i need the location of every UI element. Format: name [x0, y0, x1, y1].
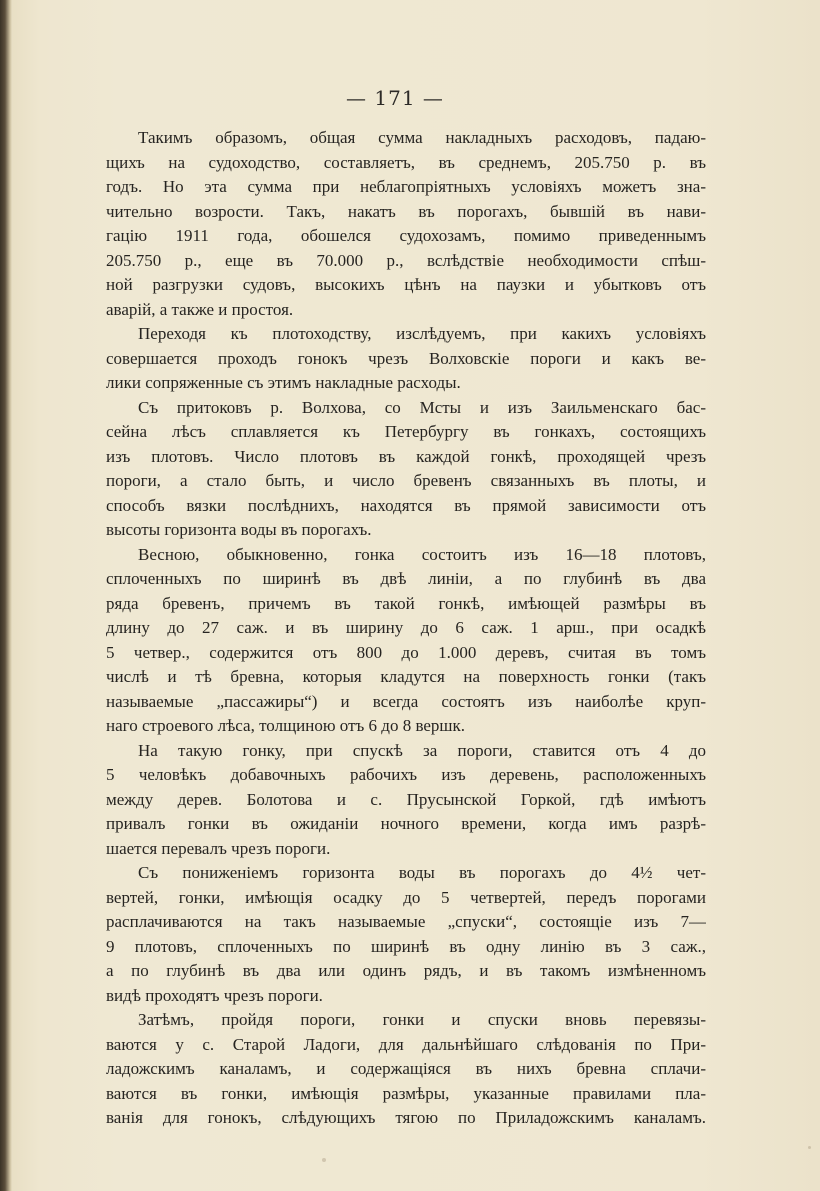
- text-line: высоты горизонта воды въ порогахъ.: [106, 520, 372, 539]
- text-line: между дерев. Болотова и с. Прусынской Горкой, гдѣ имѣютъ: [106, 789, 706, 809]
- text-line: а по глубинѣ въ два или одинъ рядъ, и въ такомъ измѣненномъ: [106, 961, 706, 980]
- text-line: числѣ и тѣ бревна, которыя кладутся на поверхность гонки (такъ: [106, 667, 706, 686]
- text-line: ладожскимъ каналамъ, и содержащіяся въ нихъ бревна сплачи-: [106, 1059, 706, 1078]
- text-line: Весною, обыкновенно, гонка состоитъ изъ 16—18 плотовъ,: [138, 544, 706, 564]
- paragraph: [106, 322, 706, 396]
- text-line: привалъ гонки въ ожиданіи ночного времени, когда имъ разрѣ-: [106, 814, 706, 833]
- paragraph: [106, 396, 706, 543]
- text-line: называемые „пассажиры“) и всегда состоятъ изъ наиболѣе круп-: [106, 691, 706, 711]
- text-line: На такую гонку, при спускѣ за пороги, ставится отъ 4 до: [138, 740, 706, 760]
- text-line: гацію 1911 года, обошелся судохозамъ, помимо приведеннымъ: [106, 226, 706, 245]
- page-number: — 171 —: [346, 86, 444, 110]
- paragraph: [106, 126, 706, 322]
- text-line: 5 четвер., содержится отъ 800 до 1.000 деревъ, считая въ томъ: [106, 642, 706, 662]
- text-line: шается перевалъ чрезъ пороги.: [106, 838, 331, 858]
- paragraph: [106, 739, 706, 862]
- text-line: расплачиваются на такъ называемые „спуски“, состоящіе изъ 7—: [106, 912, 706, 931]
- paper-speck: [322, 1158, 326, 1162]
- text-line: щихъ на судоходство, составляетъ, въ среднемъ, 205.750 р. въ: [106, 152, 706, 172]
- text-line: Такимъ образомъ, общая сумма накладныхъ расходовъ, падаю-: [138, 128, 706, 147]
- text-line: наго строевого лѣса, толщиною отъ 6 до 8 вершк.: [106, 716, 466, 735]
- text-line: видѣ проходятъ чрезъ пороги.: [106, 985, 323, 1005]
- text-line: годъ. Но эта сумма при неблагопріятныхъ условіяхъ можетъ зна-: [106, 177, 706, 196]
- text-line: Затѣмъ, пройдя пороги, гонки и спуски вновь перевязы-: [138, 1010, 706, 1029]
- text-line: Съ притоковъ р. Волхова, со Мсты и изъ Заильменскаго бас-: [138, 397, 706, 417]
- page-binding-edge: [0, 0, 12, 1191]
- text-line: лики сопряженные съ этимъ накладные расходы.: [106, 373, 461, 392]
- text-line: ванія для гонокъ, слѣдующихъ тягою по Приладожскимъ каналамъ.: [106, 1108, 706, 1127]
- text-line: изъ плотовъ. Число плотовъ въ каждой гонкѣ, проходящей чрезъ: [106, 446, 706, 466]
- text-line: Переходя къ плотоходству, изслѣдуемъ, при какихъ условіяхъ: [138, 324, 706, 343]
- paragraph: [106, 1008, 706, 1131]
- paper-speck: [808, 1146, 811, 1149]
- text-line: 9 плотовъ, сплоченныхъ по ширинѣ въ одну линію въ 3 саж.,: [106, 936, 706, 956]
- text-line: ряда бревенъ, причемъ въ такой гонкѣ, имѣющей размѣры въ: [106, 593, 706, 613]
- paragraph: [106, 543, 706, 739]
- text-line: Съ пониженіемъ горизонта воды въ порогахъ до 4½ чет-: [138, 863, 706, 882]
- paragraph: [106, 861, 706, 1008]
- text-line: аварій, а также и простоя.: [106, 299, 294, 319]
- body-text: [106, 126, 706, 1131]
- text-line: сплоченныхъ по ширинѣ въ двѣ линіи, а по глубинѣ въ два: [106, 569, 706, 588]
- text-line: пороги, а стало быть, и число бревенъ связанныхъ въ плоты, и: [106, 471, 706, 490]
- text-line: вертей, гонки, имѣющія осадку до 5 четвертей, передъ порогами: [106, 887, 706, 907]
- text-line: 5 человѣкъ добавочныхъ рабочихъ изъ деревень, расположенныхъ: [106, 765, 706, 784]
- text-line: 205.750 р., еще въ 70.000 р., вслѣдствіе необходимости спѣш-: [106, 250, 706, 270]
- text-line: ной разгрузки судовъ, высокихъ цѣнъ на паузки и убытковъ отъ: [106, 275, 706, 294]
- text-line: совершается проходъ гонокъ чрезъ Волховскіе пороги и какъ ве-: [106, 348, 706, 368]
- text-line: длину до 27 саж. и въ ширину до 6 саж. 1 арш., при осадкѣ: [106, 618, 706, 637]
- text-line: ваются въ гонки, имѣющія размѣры, указанные правилами пла-: [106, 1083, 706, 1103]
- text-line: сейна лѣсъ сплавляется къ Петербургу въ гонкахъ, состоящихъ: [106, 422, 706, 441]
- text-line: ваются у с. Старой Ладоги, для дальнѣйшаго слѣдованія по При-: [106, 1034, 706, 1054]
- text-line: способъ вязки послѣднихъ, находятся въ прямой зависимости отъ: [106, 495, 706, 515]
- text-line: чительно возрости. Такъ, накатъ въ порогахъ, бывшій въ нави-: [106, 201, 706, 221]
